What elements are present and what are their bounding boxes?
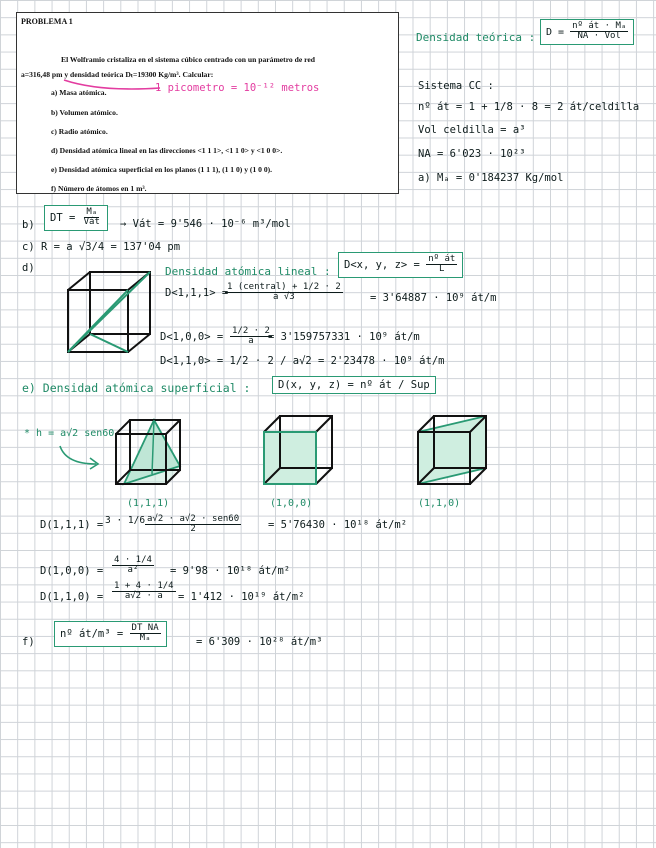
f-formula-den: Mₐ <box>139 633 151 644</box>
d111-result: = 3'64887 · 10⁹ át/m <box>370 292 497 304</box>
problem-title: PROBLEMA 1 <box>21 17 73 26</box>
d111-fraction <box>225 283 343 303</box>
f-formula-lhs: nº át/m³ = <box>60 627 124 640</box>
atoms-per-cell: nº át = 1 + 1/8 · 8 = 2 át/celdilla <box>418 101 640 113</box>
surface-density-formula-box: D(x, y, z) = nº át / Sup <box>272 376 436 394</box>
plane-111-label: (1,1,1) <box>127 498 170 509</box>
e100-num: 4 · 1/4 <box>114 555 152 565</box>
system-label: Sistema CC : <box>418 80 494 92</box>
density-label: Densidad teórica : <box>416 31 536 44</box>
cube-plane-100 <box>258 410 334 490</box>
d100-den: a <box>248 336 254 347</box>
problem-item-a: a) Masa atómica. <box>51 88 107 97</box>
d100-lhs: D<1,0,0> = <box>160 331 224 343</box>
d111-lhs: D<1,1,1> = <box>165 287 229 299</box>
e110-den: a√2 · a <box>124 591 163 602</box>
pink-annotation-arrow <box>60 72 170 98</box>
answer-f-label: f) <box>22 636 35 648</box>
e100-fraction <box>112 556 154 576</box>
density-formula-box <box>540 19 634 45</box>
density-formula-num: nº át · Mₐ <box>572 21 627 31</box>
d100-result: = 3'159757331 · 10⁹ át/m <box>268 331 420 343</box>
density-formula-den: NA · Vol <box>577 31 621 42</box>
e110-fraction <box>112 582 176 602</box>
problem-item-c: c) Radio atómico. <box>51 127 108 136</box>
e111-result: = 5'76430 · 10¹⁸ át/m² <box>268 519 408 531</box>
linear-density-formula-den: L <box>439 264 445 275</box>
problem-item-d: d) Densidad atómica lineal en las direcciones <1 1 1>, <1 1 0> y <1 0 0>. <box>51 146 283 155</box>
answer-b-result: → Vát = 9'546 · 10⁻⁶ m³/mol <box>120 218 291 230</box>
cube-linear-diagram <box>62 268 162 368</box>
e100-lhs: D(1,0,0) = <box>40 565 104 577</box>
f-formula-box <box>54 621 167 647</box>
answer-c: c) R = a √3/4 = 137'04 pm <box>22 241 181 253</box>
b-formula-den: Vát <box>83 217 100 228</box>
e110-lhs: D(1,1,0) = <box>40 591 104 603</box>
d110-line: D<1,1,0> = 1/2 · 2 / a√2 = 2'23478 · 10⁹ át/m <box>160 355 445 367</box>
height-note-arrow <box>56 444 116 472</box>
e100-den: a² <box>127 565 139 576</box>
f-result: = 6'309 · 10²⁸ át/m³ <box>196 636 323 648</box>
problem-intro-line2: a=316,48 pm y densidad teórica Dₜ=19300 Kg/m³. Calcular: <box>21 70 214 79</box>
f-formula-num: DT NA <box>131 623 159 633</box>
e100-result: = 9'98 · 10¹⁸ át/m² <box>170 565 291 577</box>
plane-110-label: (1,1,0) <box>418 498 461 509</box>
problem-intro-line1: El Wolframio cristaliza en el sistema cúbico centrado con un parámetro de red <box>61 55 315 64</box>
e111-fraction <box>145 515 241 535</box>
problem-item-e: e) Densidad atómica superficial en los planos (1 1 1), (1 1 0) y (1 0 0). <box>51 165 273 174</box>
d100-num: 1/2 · 2 <box>232 326 270 336</box>
picometer-annotation: 1 picometro = 10⁻¹² metros <box>155 82 320 94</box>
d111-den: a √3 <box>273 292 295 303</box>
b-formula-box <box>44 205 108 231</box>
problem-item-f: f) Número de átomos en 1 m³. <box>51 184 147 193</box>
density-formula-lhs: D = <box>546 26 565 38</box>
linear-density-formula-num: nº át <box>428 254 456 264</box>
answer-a: a) Mₐ = 0'184237 Kg/mol <box>418 172 564 184</box>
d111-num: 1 (central) + 1/2 · 2 <box>227 282 341 292</box>
cube-plane-111 <box>110 412 186 490</box>
e111-den-b: 2 <box>190 524 196 535</box>
b-formula-lhs: DT = <box>50 211 76 224</box>
e110-result: = 1'412 · 10¹⁹ át/m² <box>178 591 305 603</box>
avogadro-number: NA = 6'023 · 10²³ <box>418 148 526 160</box>
answer-d-label: d) <box>22 262 35 274</box>
height-note: * h = a√2 sen60 <box>24 428 115 439</box>
problem-item-b: b) Volumen atómico. <box>51 108 118 117</box>
b-formula-num: Mₐ <box>86 207 98 217</box>
answer-b-label: b) <box>22 219 35 231</box>
e110-num: 1 + 4 · 1/4 <box>114 581 174 591</box>
surface-density-title: e) Densidad atómica superficial : <box>22 381 251 395</box>
cube-plane-110 <box>412 410 488 490</box>
plane-100-label: (1,0,0) <box>270 498 313 509</box>
linear-density-formula-lhs: D<x, y, z> = <box>344 258 420 271</box>
d100-fraction <box>230 327 272 347</box>
e111-num: 3 · 1/6 <box>105 515 146 526</box>
linear-density-title: Densidad atómica lineal : <box>165 265 331 278</box>
linear-density-formula-box <box>338 252 463 278</box>
e111-den-a: a√2 · a√2 · sen60 <box>147 514 240 524</box>
problem-statement-box <box>16 12 399 194</box>
cell-volume: Vol celdilla = a³ <box>418 124 526 136</box>
e111-lhs: D(1,1,1) = <box>40 519 104 531</box>
